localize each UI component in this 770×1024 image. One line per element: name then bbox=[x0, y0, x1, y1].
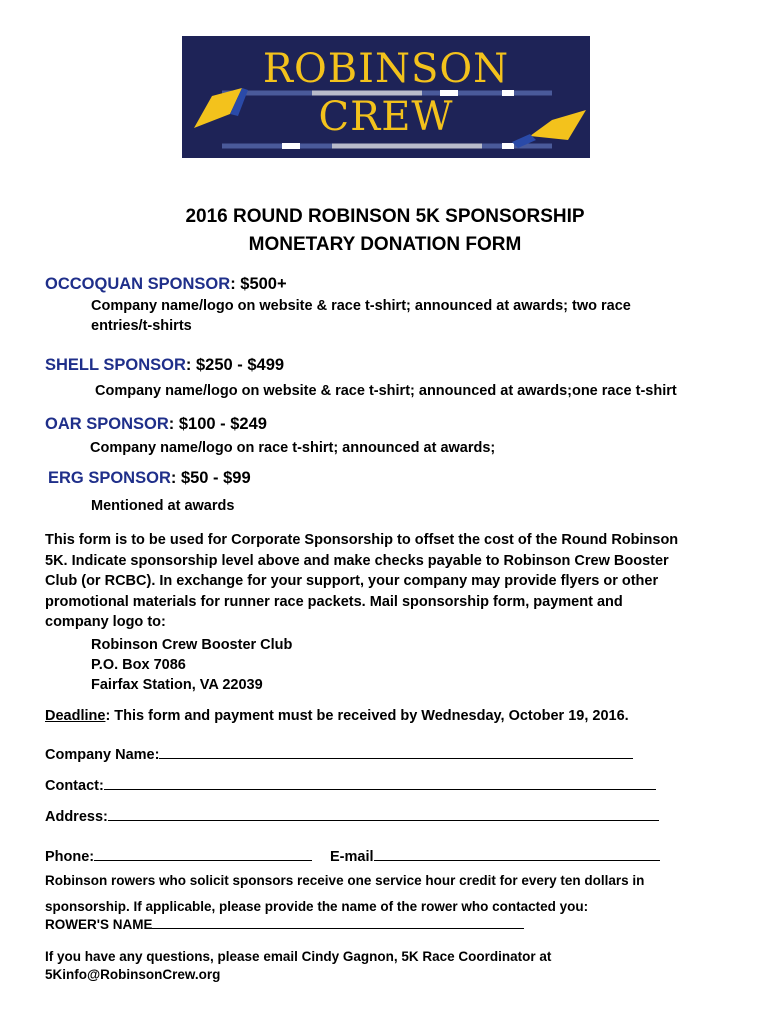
logo-text-robinson: ROBINSON bbox=[262, 46, 510, 92]
robinson-crew-logo bbox=[182, 36, 590, 158]
instructions-line: promotional materials for runner race packets. Mail sponsorship form, payment and bbox=[45, 593, 623, 610]
level-amount: : $100 - $249 bbox=[168, 415, 267, 433]
deadline-notice bbox=[45, 708, 629, 724]
form-subtitle: MONETARY DONATION FORM bbox=[248, 234, 522, 255]
phone-row bbox=[45, 846, 312, 865]
address-line: P.O. Box 7086 bbox=[91, 657, 186, 673]
rowers-name-field[interactable] bbox=[152, 916, 524, 929]
level-occoquan-desc-2: entries/t-shirts bbox=[91, 318, 192, 334]
level-erg bbox=[48, 469, 251, 488]
company-name-row bbox=[45, 744, 633, 763]
deadline-label: Deadline bbox=[45, 708, 106, 724]
address-line: Fairfax Station, VA 22039 bbox=[91, 677, 263, 693]
rowers-name-label: ROWER'S NAME bbox=[45, 917, 153, 932]
instructions-line: company logo to: bbox=[45, 614, 166, 630]
level-name: SHELL SPONSOR bbox=[45, 356, 186, 374]
rowers-name-row bbox=[45, 916, 524, 932]
address-row bbox=[45, 806, 659, 825]
mailing-address bbox=[91, 635, 292, 695]
level-shell bbox=[45, 356, 284, 375]
level-occoquan-desc-1: Company name/logo on website & race t-shirt; announced at awards; two race bbox=[91, 298, 631, 314]
company-name-label: Company Name: bbox=[45, 747, 160, 763]
level-amount: : $50 - $99 bbox=[170, 469, 251, 487]
email-label: E-mail bbox=[330, 849, 374, 865]
contact-row bbox=[45, 775, 656, 794]
instructions-line: Club (or RCBC). In exchange for your support, your company may provide flyers or other bbox=[45, 573, 659, 589]
deadline-text: : This form and payment must be received by Wednesday, October 19, 2016. bbox=[105, 708, 629, 724]
level-oar bbox=[45, 415, 267, 434]
level-amount: : $250 - $499 bbox=[185, 356, 285, 374]
instructions-paragraph bbox=[45, 530, 725, 633]
phone-label: Phone: bbox=[45, 849, 95, 865]
level-name: OAR SPONSOR bbox=[45, 415, 169, 433]
level-erg-desc: Mentioned at awards bbox=[91, 498, 235, 514]
contact-label: Contact: bbox=[45, 778, 104, 794]
phone-field[interactable] bbox=[94, 846, 312, 861]
address-field[interactable] bbox=[108, 806, 659, 821]
questions-line1: If you have any questions, please email Cindy Gagnon, 5K Race Coordinator at bbox=[45, 949, 552, 964]
form-title: 2016 ROUND ROBINSON 5K SPONSORSHIP bbox=[185, 206, 585, 227]
email-field[interactable] bbox=[374, 846, 660, 861]
level-name: ERG SPONSOR bbox=[48, 469, 171, 487]
company-name-field[interactable] bbox=[159, 744, 633, 759]
logo-text-crew: CREW bbox=[318, 94, 454, 140]
rower-note-line1: Robinson rowers who solicit sponsors receive one service hour credit for every ten dollars in bbox=[45, 873, 645, 888]
contact-field[interactable] bbox=[104, 775, 656, 790]
instructions-line: 5K. Indicate sponsorship level above and make checks payable to Robinson Crew Booster bbox=[45, 552, 669, 569]
contact-email-link[interactable]: 5Kinfo@RobinsonCrew.org bbox=[45, 967, 221, 982]
level-occoquan bbox=[45, 275, 287, 294]
email-row bbox=[330, 846, 660, 865]
address-label: Address: bbox=[45, 809, 108, 825]
level-oar-desc: Company name/logo on race t-shirt; announced at awards; bbox=[90, 440, 496, 456]
address-line: Robinson Crew Booster Club bbox=[91, 637, 293, 653]
level-amount: : $500+ bbox=[230, 275, 287, 293]
level-name: OCCOQUAN SPONSOR bbox=[45, 275, 231, 293]
level-shell-desc: Company name/logo on website & race t-shirt; announced at awards;one race t-shirt bbox=[95, 383, 677, 399]
instructions-line: This form is to be used for Corporate Sponsorship to offset the cost of the Round Robinson bbox=[45, 532, 679, 548]
rower-note-line2: sponsorship. If applicable, please provide the name of the rower who contacted you: bbox=[45, 899, 589, 914]
